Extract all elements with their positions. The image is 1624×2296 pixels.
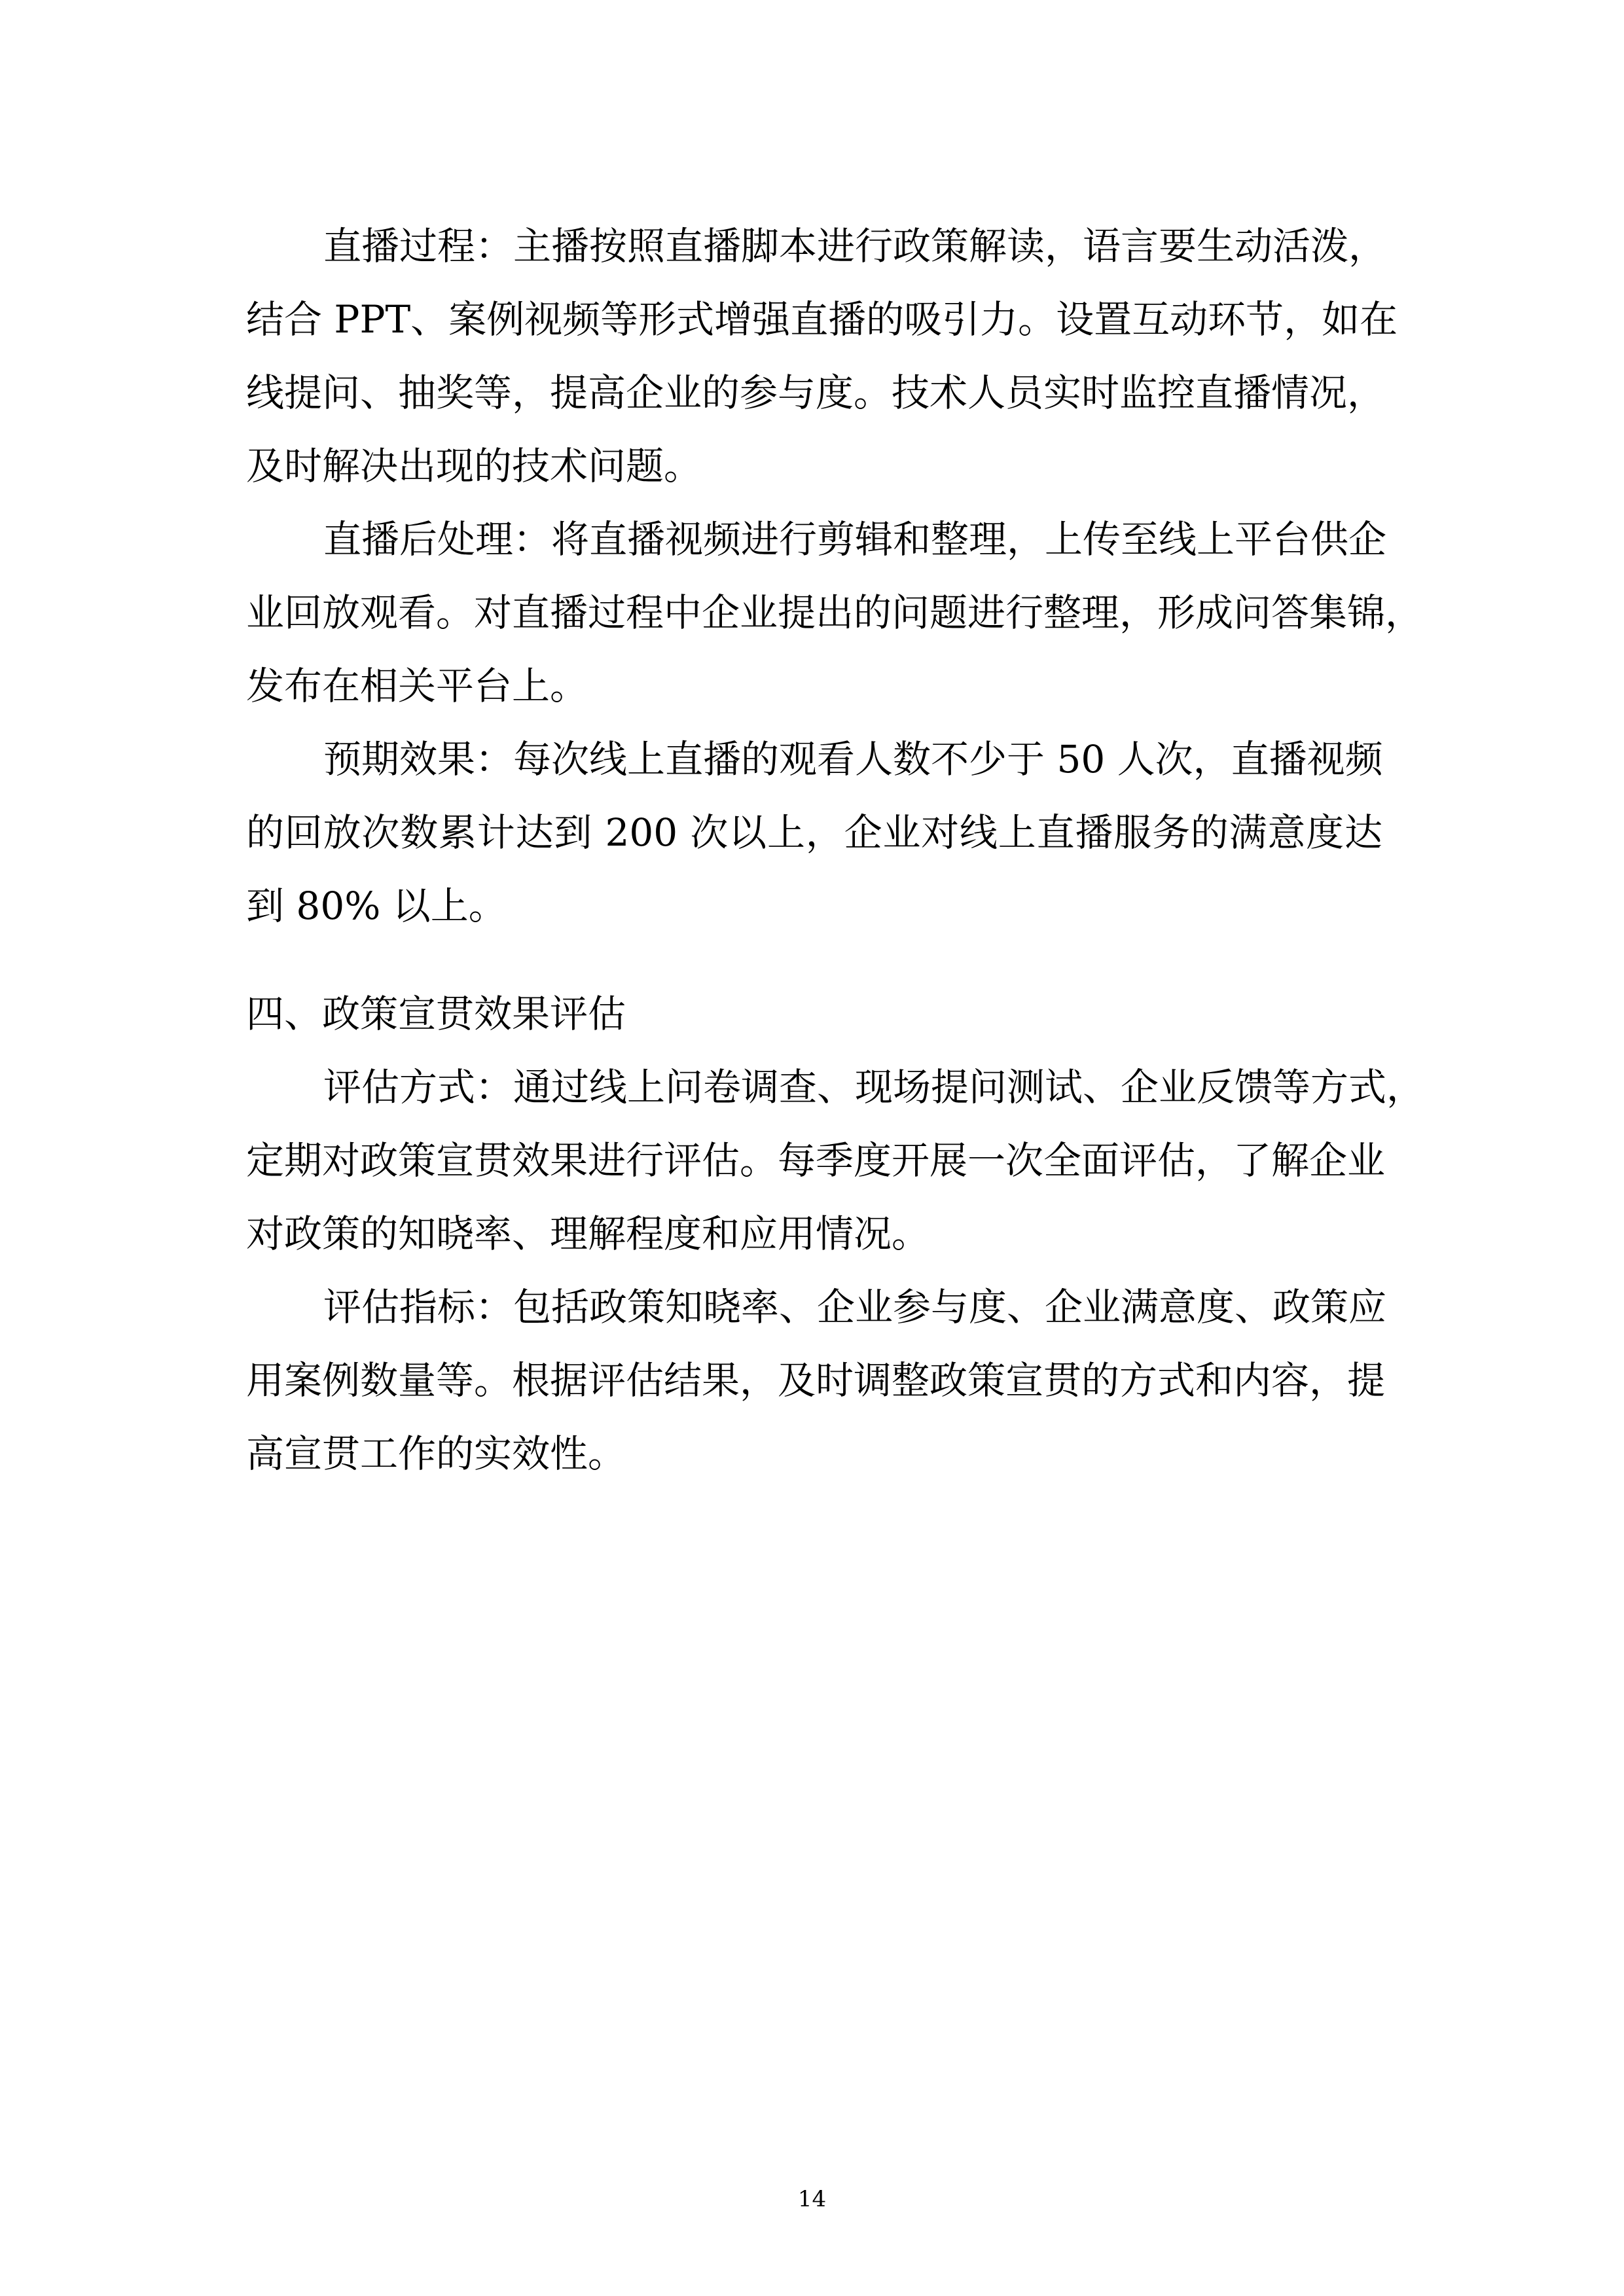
paragraph-2-line-3: 发布在相关平台上。 — [246, 664, 588, 708]
paragraph-4-line-3: 对政策的知晓率、理解程度和应用情况。 — [246, 1211, 930, 1256]
paragraph-3-line-1: 预期效果：每次线上直播的观看人数不少于 50 人次，直播视频 — [323, 737, 1383, 781]
paragraph-1-line-4: 及时解决出现的技术问题。 — [246, 444, 702, 488]
paragraph-5-line-1: 评估指标：包括政策知晓率、企业参与度、企业满意度、政策应 — [323, 1285, 1387, 1329]
paragraph-4-line-1: 评估方式：通过线上问卷调查、现场提问测试、企业反馈等方式， — [323, 1065, 1425, 1109]
paragraph-4-line-2: 定期对政策宣贯效果进行评估。每季度开展一次全面评估，了解企业 — [246, 1138, 1386, 1183]
page-number: 14 — [797, 2186, 827, 2212]
paragraph-5-line-2: 用案例数量等。根据评估结果，及时调整政策宣贯的方式和内容，提 — [246, 1358, 1386, 1403]
paragraph-1-line-2: 结合 PPT、案例视频等形式增强直播的吸引力。设置互动环节，如在 — [246, 297, 1398, 342]
paragraph-3-line-2: 的回放次数累计达到 200 次以上，企业对线上直播服务的满意度达 — [246, 810, 1382, 855]
paragraph-2-line-1: 直播后处理：将直播视频进行剪辑和整理，上传至线上平台供企 — [323, 517, 1387, 562]
paragraph-2-line-2: 业回放观看。对直播过程中企业提出的问题进行整理，形成问答集锦， — [246, 590, 1424, 635]
section-heading: 四、政策宣贯效果评估 — [246, 992, 626, 1036]
paragraph-1-line-1: 直播过程：主播按照直播脚本进行政策解读，语言要生动活泼， — [323, 224, 1387, 268]
paragraph-1-line-3: 线提问、抽奖等，提高企业的参与度。技术人员实时监控直播情况， — [246, 370, 1386, 415]
paragraph-3-line-3: 到 80% 以上。 — [246, 884, 507, 928]
paragraph-5-line-3: 高宣贯工作的实效性。 — [246, 1431, 626, 1476]
